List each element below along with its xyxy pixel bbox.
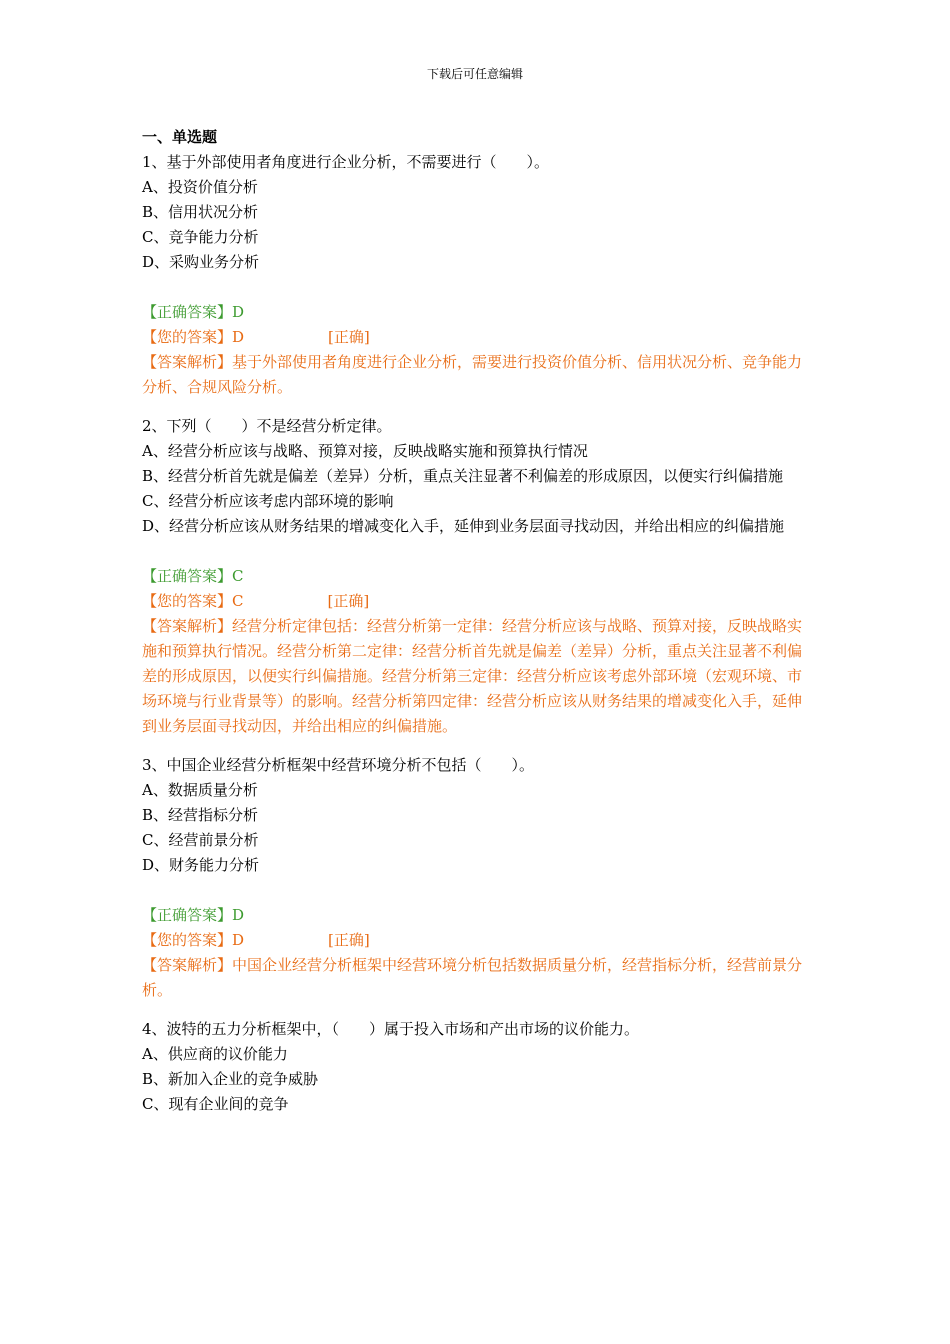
document-body: [142, 125, 807, 1117]
question-4: [142, 1017, 807, 1117]
option-c: C、竞争能力分析: [142, 228, 259, 246]
your-answer-label: 【您的答案】: [142, 592, 233, 610]
page-header: 下载后可任意编辑: [426, 67, 523, 81]
option-b: B、信用状况分析: [142, 203, 259, 221]
option-c: C、经营前景分析: [142, 831, 259, 849]
correct-answer-value: D: [232, 303, 245, 321]
option-d: D、经营分析应该从财务结果的增减变化入手，延伸到业务层面寻找动因，并给出相应的纠偏措施: [142, 517, 785, 535]
answer-analysis: [142, 350, 807, 400]
your-answer-label: 【您的答案】: [142, 328, 233, 346]
answer-status: [正确]: [327, 592, 370, 610]
analysis-label: 【答案解析】: [142, 956, 233, 974]
your-answer-label: 【您的答案】: [142, 931, 233, 949]
correct-answer-label: 【正确答案】: [142, 906, 233, 924]
your-answer-value: C: [232, 592, 244, 610]
correct-answer: [142, 564, 807, 589]
answer-status: [正确]: [328, 328, 370, 346]
option-b: B、新加入企业的竞争威胁: [142, 1070, 319, 1088]
question-text: 3、中国企业经营分析框架中经营环境分析不包括（ ）。: [142, 756, 535, 774]
question-3: [142, 753, 807, 1003]
analysis-label: 【答案解析】: [142, 353, 233, 371]
answer-block: [142, 564, 807, 739]
correct-answer-label: 【正确答案】: [142, 567, 233, 585]
your-answer: [142, 325, 807, 350]
analysis-label: 【答案解析】: [142, 617, 233, 635]
option-a: A、数据质量分析: [142, 781, 258, 799]
answer-block: [142, 300, 807, 400]
answer-status: [正确]: [328, 931, 370, 949]
question-text: 1、基于外部使用者角度进行企业分析，不需要进行（ ）。: [142, 153, 550, 171]
question-text: 2、下列（ ）不是经营分析定律。: [142, 417, 392, 435]
option-b: B、经营指标分析: [142, 806, 259, 824]
answer-analysis: [142, 953, 807, 1003]
your-answer-value: D: [232, 328, 245, 346]
analysis-text: 中国企业经营分析框架中经营环境分析包括数据质量分析，经营指标分析，经营前景分析。: [142, 956, 803, 999]
answer-analysis: [142, 614, 807, 739]
section-title: 一、单选题: [142, 128, 218, 146]
option-c: C、现有企业间的竞争: [142, 1095, 289, 1113]
question-text: 4、波特的五力分析框架中，（ ）属于投入市场和产出市场的议价能力。: [142, 1020, 640, 1038]
your-answer: [142, 928, 807, 953]
option-d: D、财务能力分析: [142, 856, 260, 874]
option-b: B、经营分析首先就是偏差（差异）分析，重点关注显著不利偏差的形成原因，以便实行纠偏措施: [142, 467, 784, 485]
option-c: C、经营分析应该考虑内部环境的影响: [142, 492, 394, 510]
correct-answer-value: C: [232, 567, 244, 585]
correct-answer: [142, 903, 807, 928]
analysis-text: 经营分析定律包括：经营分析第一定律：经营分析应该与战略、预算对接，反映战略实施和预算执行情况。经营分析第二定律：经营分析首先就是偏差（差异）分析，重点关注显著不利偏差的形成原因，以便实行纠偏措施。经营分析第三定律：经营分析应该考虑外部环境（宏观环境、市场环境与行业背景等）的影响。经营分析第四定律：经营分析应该从财务结果的增减变化入手，延伸到业务层面寻找动因，并给出相应的纠偏措施。: [142, 617, 803, 735]
option-a: A、供应商的议价能力: [142, 1045, 288, 1063]
question-2: [142, 414, 807, 739]
question-1: [142, 150, 807, 400]
option-d: D、采购业务分析: [142, 253, 260, 271]
analysis-text: 基于外部使用者角度进行企业分析，需要进行投资价值分析、信用状况分析、竞争能力分析、合规风险分析。: [142, 353, 803, 396]
option-a: A、经营分析应该与战略、预算对接，反映战略实施和预算执行情况: [142, 442, 588, 460]
correct-answer-label: 【正确答案】: [142, 303, 233, 321]
option-a: A、投资价值分析: [142, 178, 258, 196]
your-answer: [142, 589, 807, 614]
correct-answer: [142, 300, 807, 325]
your-answer-value: D: [232, 931, 245, 949]
answer-block: [142, 903, 807, 1003]
correct-answer-value: D: [232, 906, 245, 924]
